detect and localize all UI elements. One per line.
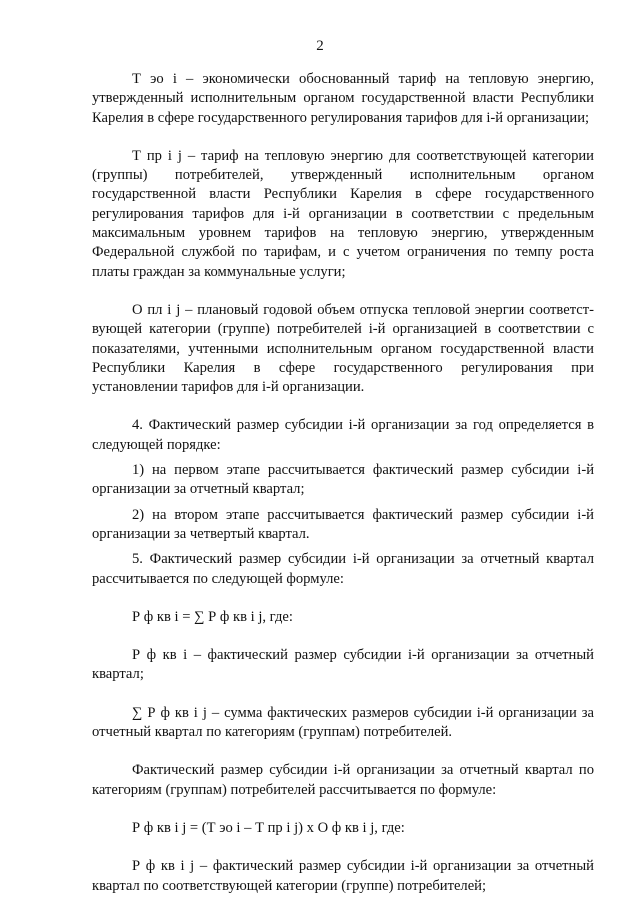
page-number: 2 xyxy=(316,38,324,54)
paragraph-section-5: 5. Фактический размер субсидии i-й организации за отчетный квартал рассчитывается по следующей формуле: xyxy=(92,551,594,587)
formula-category-subsidy: Р ф кв i j = (Т эо i – Т пр i j) х О ф кв i j, где: xyxy=(132,819,405,836)
paragraph-subsidy-sum: ∑ Р ф кв i j – сумма фактических размеров субсидии i-й организации за отчетный квартал по категориям (группам) потребителей. xyxy=(92,704,594,741)
document-body xyxy=(92,70,594,896)
paragraph-planned-volume: О пл i j – плановый годовой объем отпуска тепловой энергии соответст-вующей категории (группе) потребителей i-й организацией в соответствии с показателями, учтенными исполнительным органом государственной власти Республики Карелия в сфере государственного регулирования при установлении тарифов для i-й организации. xyxy=(92,301,594,396)
paragraph-section-4: 4. Фактический размер субсидии i-й организации за год определяется в следующей порядке: xyxy=(92,417,594,453)
paragraph-category-subsidy-definition: Р ф кв i j – фактический размер субсидии i-й организации за отчетный квартал по соответствующей категории (группе) потребителей; xyxy=(92,858,594,894)
paragraph-tariff-pr: Т пр i j – тариф на тепловую энергию для соответствующей категории (группы) потребителей, утвержденный исполнительным органом государственной власти Республики Карелия в сфере государственного регулирования тарифов для i-й организации в соответствии с предельным максимальным уровнем тарифов на тепловую энергию, утвержденным Федеральной службой по тарифам, и с учетом ограничения по темпу роста платы граждан за коммунальные услуги; xyxy=(92,147,594,280)
paragraph-subsidy-definition: Р ф кв i – фактический размер субсидии i-й организации за отчетный квартал; xyxy=(92,647,594,683)
paragraph-stage-1: 1) на первом этапе рассчитывается фактический размер субсидии i-й организации за отчетный квартал; xyxy=(92,462,594,498)
paragraph-category-formula-intro: Фактический размер субсидии i-й организации за отчетный квартал по категориям (группам) потребителей рассчитывается по формуле: xyxy=(92,762,594,798)
paragraph-stage-2: 2) на втором этапе рассчитывается фактический размер субсидии i-й организации за четвертый квартал. xyxy=(92,506,594,542)
paragraph-tariff-eo: Т эо i – экономически обоснованный тариф на тепловую энергию, утвержденный исполнительным органом государственной власти Республики Карелия в сфере государственного регулирования тарифов для i-й организации; xyxy=(92,71,594,126)
formula-quarterly-subsidy: Р ф кв i = ∑ Р ф кв i j, где: xyxy=(132,608,293,625)
